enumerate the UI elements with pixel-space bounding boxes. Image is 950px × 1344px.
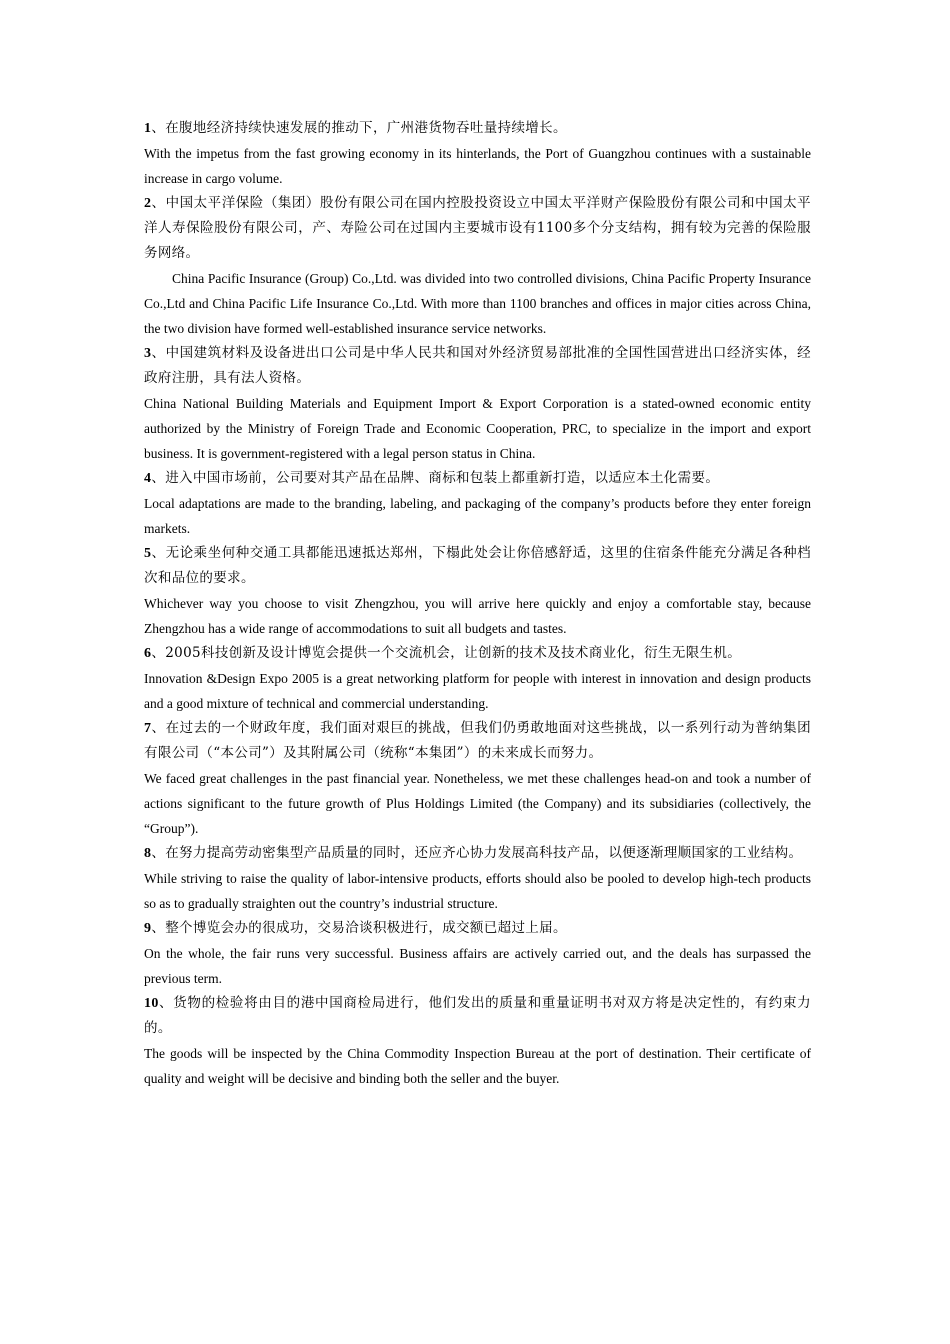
chinese-sentence: [144, 541, 811, 591]
item-number: 5: [144, 546, 152, 561]
item-2: [144, 191, 811, 341]
chinese-sentence: [144, 716, 811, 766]
chinese-sentence: [144, 991, 811, 1041]
item-9: [144, 916, 811, 991]
english-translation: While striving to raise the quality of labor-intensive products, efforts should also be pooled to develop high-tech products so as to gradually straighten out the country’s industrial structure.: [144, 871, 811, 911]
item-number: 6: [144, 646, 152, 661]
document-page: [144, 116, 811, 1091]
item-3: [144, 341, 811, 466]
chinese-text: 、进入中国市场前，公司要对其产品在品牌、商标和包装上都重新打造，以适应本土化需要。: [151, 470, 720, 486]
chinese-sentence: [144, 641, 811, 666]
item-1: [144, 116, 811, 191]
item-number: 7: [144, 721, 152, 736]
chinese-sentence: [144, 916, 811, 941]
english-translation: Whichever way you choose to visit Zhengzhou, you will arrive here quickly and enjoy a comfortable stay, because Zhengzhou has a wide range of accommodations to suit all budgets and tastes.: [144, 596, 811, 636]
chinese-sentence: [144, 841, 811, 866]
item-number: 1: [144, 121, 152, 136]
item-number: 2: [144, 196, 152, 211]
chinese-text: 、中国太平洋保险（集团）股份有限公司在国内控股投资设立中国太平洋财产保险股份有限公司和中国太平洋人寿保险股份有限公司，产、寿险公司在过国内主要城市设有1100多个分支结构，拥有较为完善的保险服务网络。: [144, 195, 811, 261]
chinese-text: 、货物的检验将由目的港中国商检局进行，他们发出的质量和重量证明书对双方将是决定性的，有约束力的。: [144, 995, 811, 1036]
english-translation: The goods will be inspected by the China Commodity Inspection Bureau at the port of destination. Their certificate of quality and weight will be decisive and binding both the seller and the buyer.: [144, 1046, 811, 1086]
item-7: [144, 716, 811, 841]
chinese-sentence: [144, 341, 811, 391]
english-translation: Innovation &Design Expo 2005 is a great networking platform for people with interest in innovation and design products and a good mixture of technical and commercial understanding.: [144, 671, 811, 711]
chinese-text: 、无论乘坐何种交通工具都能迅速抵达郑州，下榻此处会让你倍感舒适，这里的住宿条件能充分满足各种档次和品位的要求。: [144, 545, 811, 586]
item-number: 10: [144, 996, 159, 1011]
english-translation: China Pacific Insurance (Group) Co.,Ltd. was divided into two controlled divisions, China Pacific Property Insurance Co.,Ltd and China Pacific Life Insurance Co.,Ltd. With more than 1100 branches and offices in major cities across China, the two division have formed well-established insurance service networks.: [144, 271, 811, 336]
english-translation: China National Building Materials and Equipment Import & Export Corporation is a stated-owned economic entity authorized by the Ministry of Foreign Trade and Economic Cooperation, PRC, to specialize in the import and export business. It is government-registered with a legal person status in China.: [144, 396, 811, 461]
item-5: [144, 541, 811, 641]
chinese-text: 、2005科技创新及设计博览会提供一个交流机会，让创新的技术及技术商业化，衍生无限生机。: [151, 645, 742, 661]
chinese-sentence: [144, 116, 811, 141]
chinese-text: 、在过去的一个财政年度，我们面对艰巨的挑战，但我们仍勇敢地面对这些挑战，以一系列行动为普纳集团有限公司（“本公司”）及其附属公司（统称“本集团”）的未来成长而努力。: [144, 720, 811, 761]
english-translation: We faced great challenges in the past financial year. Nonetheless, we met these challenges head-on and took a number of actions significant to the future growth of Plus Holdings Limited (the Company) and its subsidiaries (collectively, the “Group”).: [144, 771, 811, 836]
chinese-text: 、整个博览会办的很成功，交易洽谈积极进行，成交额已超过上届。: [151, 920, 567, 936]
english-translation: Local adaptations are made to the branding, labeling, and packaging of the company’s products before they enter foreign markets.: [144, 496, 811, 536]
chinese-sentence: [144, 466, 811, 491]
item-6: [144, 641, 811, 716]
english-translation: On the whole, the fair runs very successful. Business affairs are actively carried out, and the deals has surpassed the previous term.: [144, 946, 811, 986]
english-translation: With the impetus from the fast growing economy in its hinterlands, the Port of Guangzhou continues with a sustainable increase in cargo volume.: [144, 146, 811, 186]
chinese-text: 、在努力提高劳动密集型产品质量的同时，还应齐心协力发展高科技产品，以便逐渐理顺国家的工业结构。: [151, 845, 803, 861]
chinese-text: 、在腹地经济持续快速发展的推动下，广州港货物吞吐量持续增长。: [151, 120, 567, 136]
item-8: [144, 841, 811, 916]
item-10: [144, 991, 811, 1091]
item-number: 3: [144, 346, 152, 361]
chinese-text: 、中国建筑材料及设备进出口公司是中华人民共和国对外经济贸易部批准的全国性国营进出口经济实体，经政府注册，具有法人资格。: [144, 345, 811, 386]
item-4: [144, 466, 811, 541]
item-number: 9: [144, 921, 152, 936]
chinese-sentence: [144, 191, 811, 266]
item-number: 4: [144, 471, 152, 486]
item-number: 8: [144, 846, 152, 861]
